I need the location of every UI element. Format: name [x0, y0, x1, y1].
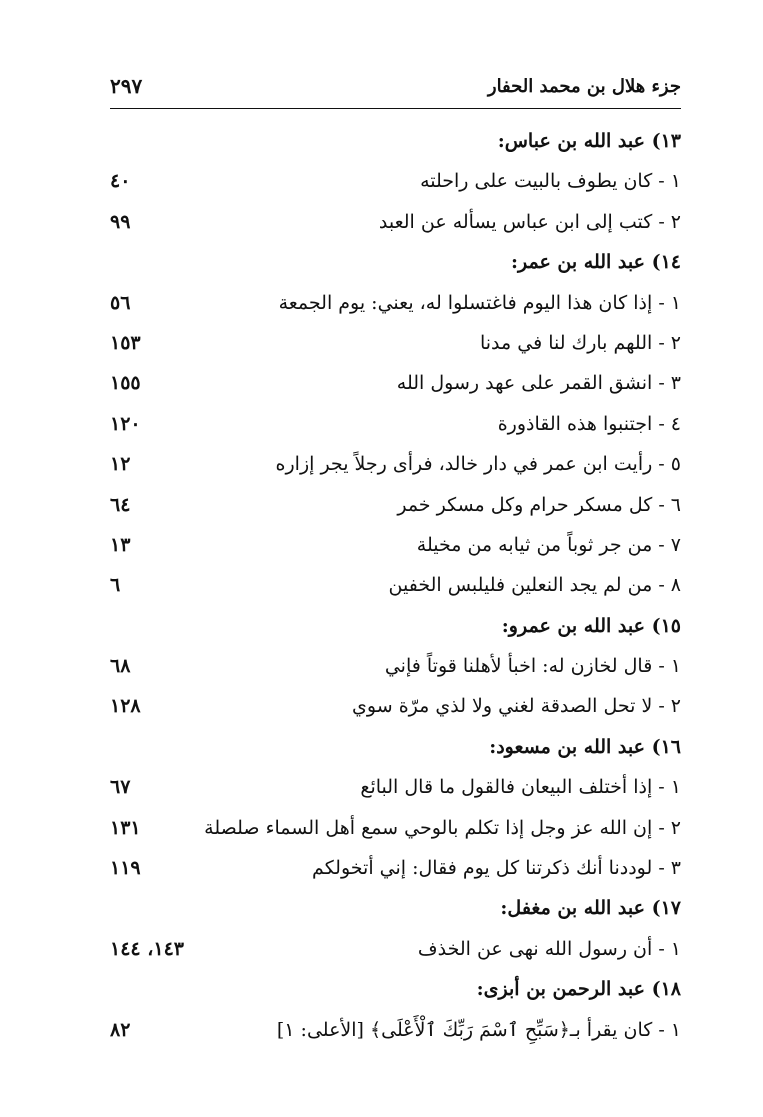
section-row	[110, 245, 681, 285]
section-heading: ١٤) عبد الله بن عمر:	[510, 251, 681, 274]
section-row	[110, 730, 681, 770]
entry-pages: ٤٠	[110, 170, 131, 193]
entry-pages: ٦٨	[110, 655, 131, 678]
entry-row	[110, 205, 681, 245]
entry-pages: ١٥٣	[110, 331, 141, 354]
entry-pages: ٦٤	[110, 493, 131, 516]
entry-row	[110, 811, 681, 851]
section-heading: ١٧) عبد الله بن مغفل:	[500, 897, 681, 920]
entry-row	[110, 932, 681, 972]
entry-row	[110, 649, 681, 689]
section-heading: ١٦) عبد الله بن مسعود:	[489, 735, 681, 758]
entry-text: ١ - قال لخازن له: اخبأ لأهلنا قوتاً فإني	[384, 655, 681, 678]
entry-text: ٢ - اللهم بارك لنا في مدنا	[479, 331, 681, 354]
entry-row	[110, 1013, 681, 1053]
entry-text: ٢ - لا تحل الصدقة لغني ولا لذي مرّة سوي	[352, 695, 681, 718]
entry-text: ٤ - اجتنبوا هذه القاذورة	[497, 412, 681, 435]
entry-pages: ٥٦	[110, 291, 131, 314]
entry-text: ١ - أن رسول الله نهى عن الخذف	[417, 937, 681, 960]
entry-pages: ١٥٥	[110, 372, 141, 395]
section-row	[110, 891, 681, 931]
section-heading: ١٥) عبد الله بن عمرو:	[501, 614, 681, 637]
entry-text: ٧ - من جر ثوباً من ثيابه من مخيلة	[416, 533, 681, 556]
entry-text: ٢ - كتب إلى ابن عباس يسأله عن العبد	[378, 210, 681, 233]
entry-text: ٣ - لوددنا أنك ذكرتنا كل يوم فقال: إني أتخولكم	[312, 857, 681, 880]
entry-row	[110, 851, 681, 891]
entry-text: ٣ - انشق القمر على عهد رسول الله	[396, 372, 681, 395]
entry-pages: ١٢٨	[110, 695, 141, 718]
entry-row	[110, 689, 681, 729]
entry-text: ٨ - من لم يجد النعلين فليلبس الخفين	[388, 574, 681, 597]
entry-text: ١ - كان يقرأ بـ﴿سَبِّحِ ٱسْمَ رَبِّكَ ٱلْأَعْلَى﴾ [الأعلى: ١]	[276, 1018, 681, 1041]
page-header	[110, 72, 681, 109]
entry-pages: ١٢٠	[110, 412, 141, 435]
entry-pages: ٩٩	[110, 210, 131, 233]
entry-pages: ٦٧	[110, 776, 131, 799]
section-row	[110, 972, 681, 1012]
section-row	[110, 609, 681, 649]
section-heading: ١٣) عبد الله بن عباس:	[497, 130, 681, 152]
entry-text: ١ - إذا أختلف البيعان فالقول ما قال البائع	[360, 776, 681, 799]
entry-row	[110, 366, 681, 406]
entry-pages: ١١٩	[110, 857, 141, 880]
entry-text: ١ - إذا كان هذا اليوم فاغتسلوا له، يعني: يوم الجمعة	[278, 291, 681, 314]
index-list	[110, 124, 681, 1053]
entry-text: ٢ - إن الله عز وجل إذا تكلم بالوحي سمع أهل السماء صلصلة	[204, 816, 681, 839]
entry-text: ٥ - رأيت ابن عمر في دار خالد، فرأى رجلاً يجر إزاره	[275, 453, 681, 476]
entry-pages: ١٢	[110, 453, 131, 476]
entry-pages: ١٣١	[110, 816, 141, 839]
entry-text: ١ - كان يطوف بالبيت على راحلته	[420, 170, 681, 193]
page-number: ٢٩٧	[110, 74, 143, 98]
entry-row	[110, 407, 681, 447]
section-heading: ١٨) عبد الرحمن بن أبزى:	[476, 978, 681, 1001]
entry-text: ٦ - كل مسكر حرام وكل مسكر خمر	[397, 493, 681, 516]
entry-row	[110, 488, 681, 528]
entry-pages: ١٣	[110, 533, 131, 556]
entry-row	[110, 164, 681, 204]
entry-row	[110, 326, 681, 366]
entry-row	[110, 770, 681, 810]
entry-row	[110, 568, 681, 608]
entry-row	[110, 528, 681, 568]
entry-row	[110, 286, 681, 326]
entry-row	[110, 447, 681, 487]
running-title: جزء هلال بن محمد الحفار	[487, 76, 681, 97]
entry-pages: ٦	[110, 574, 121, 597]
entry-pages: ١٤٣، ١٤٤	[110, 937, 184, 960]
entry-pages: ٨٢	[110, 1018, 131, 1041]
section-row	[110, 124, 681, 164]
